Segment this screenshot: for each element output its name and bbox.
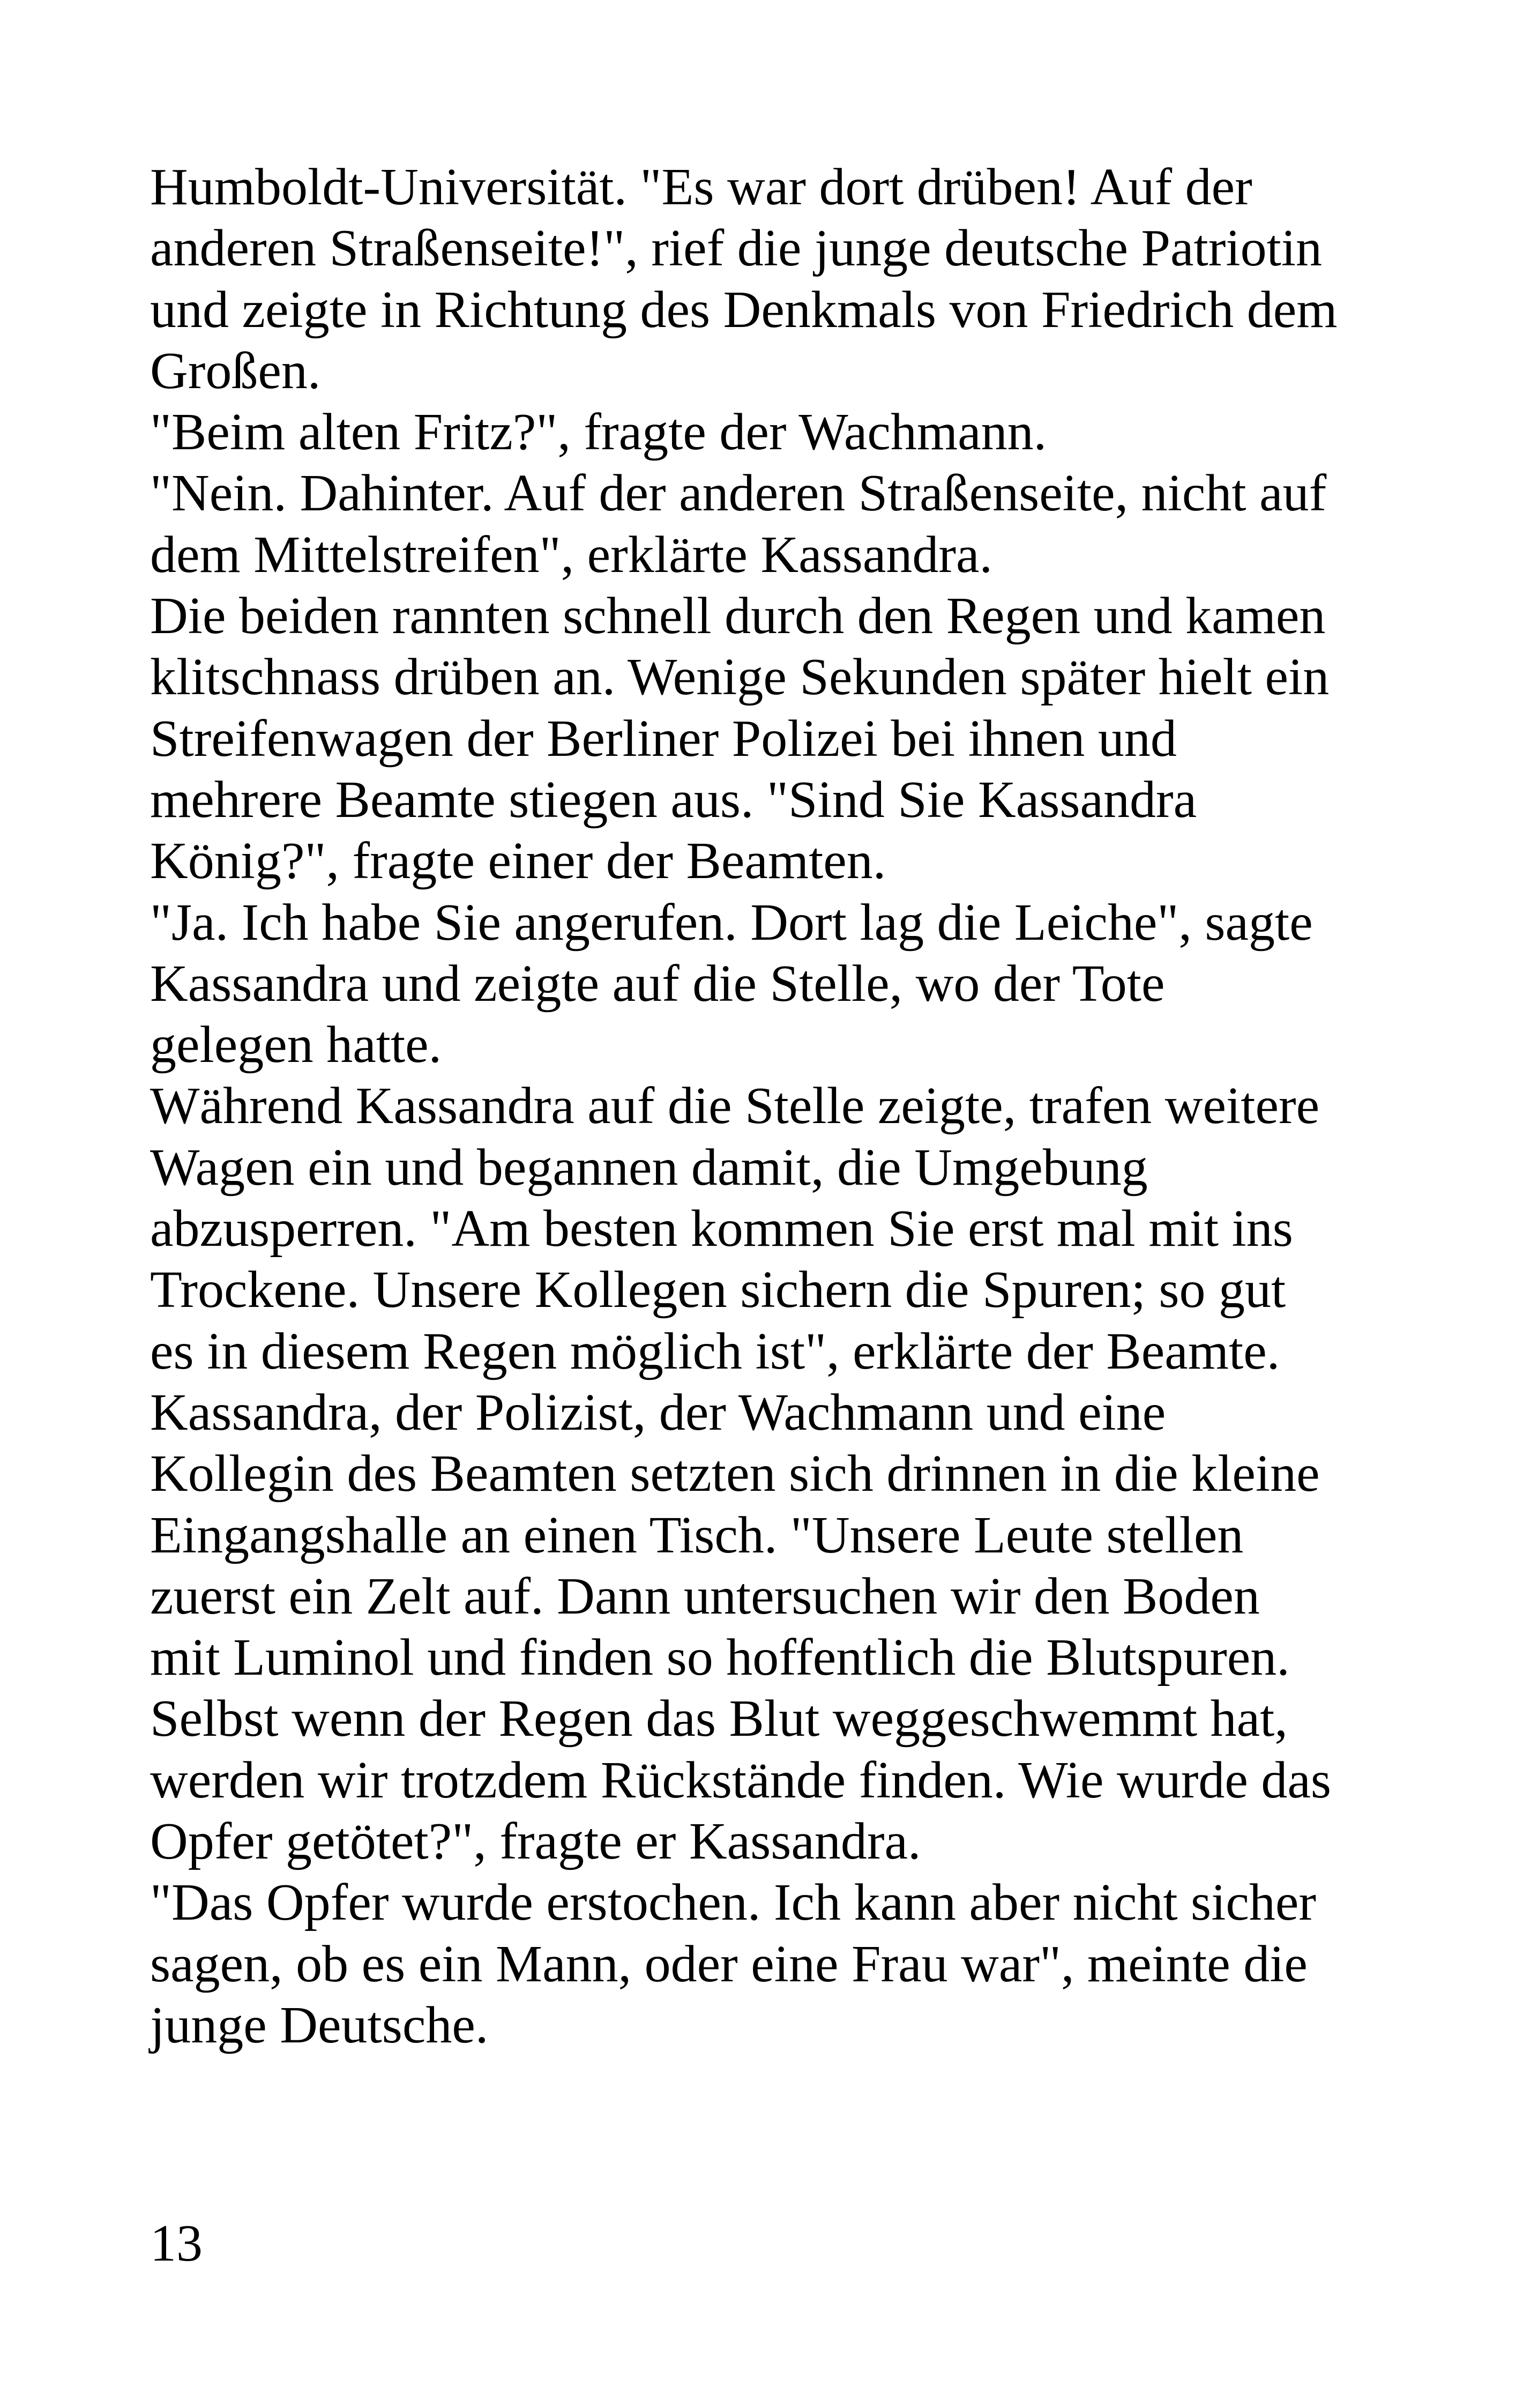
- text-line: zuerst ein Zelt auf. Dann untersuchen wir den Boden: [150, 1567, 1260, 1625]
- text-line: "Das Opfer wurde erstochen. Ich kann aber nicht sicher: [150, 1874, 1317, 1932]
- text-line: mehrere Beamte stiegen aus. "Sind Sie Kassandra: [150, 770, 1197, 829]
- text-line: klitschnass drüben an. Wenige Sekunden später hielt ein: [150, 648, 1330, 707]
- text-line: abzusperren. "Am besten kommen Sie erst mal mit ins: [150, 1200, 1293, 1258]
- text-line: Kollegin des Beamten setzten sich drinnen in die kleine: [150, 1445, 1320, 1503]
- text-line: "Beim alten Fritz?", fragte der Wachmann.: [150, 403, 1047, 462]
- text-line: Humboldt-Universität. "Es war dort drüben! Auf der: [150, 158, 1252, 216]
- text-line: Eingangshalle an einen Tisch. "Unsere Leute stellen: [150, 1506, 1244, 1564]
- text-line: Die beiden rannten schnell durch den Regen und kamen: [150, 587, 1326, 645]
- text-line: sagen, ob es ein Mann, oder eine Frau war", meinte die: [150, 1935, 1308, 1993]
- text-line: Wagen ein und begannen damit, die Umgebung: [150, 1138, 1148, 1196]
- text-line: es in diesem Regen möglich ist", erklärte der Beamte.: [150, 1322, 1280, 1380]
- text-line: König?", fragte einer der Beamten.: [150, 832, 886, 890]
- text-line: Trockene. Unsere Kollegen sichern die Spuren; so gut: [150, 1261, 1286, 1319]
- text-line: junge Deutsche.: [150, 1996, 489, 2054]
- text-line: und zeigte in Richtung des Denkmals von Friedrich dem: [150, 280, 1338, 339]
- text-line: werden wir trotzdem Rückstände finden. Wie wurde das: [150, 1751, 1331, 1809]
- text-line: Kassandra und zeigte auf die Stelle, wo der Tote: [150, 954, 1165, 1013]
- text-line: Streifenwagen der Berliner Polizei bei ihnen und: [150, 709, 1177, 768]
- text-line: "Nein. Dahinter. Auf der anderen Straßenseite, nicht auf: [150, 464, 1327, 523]
- text-line: Großen.: [150, 341, 321, 400]
- text-line: Opfer getötet?", fragte er Kassandra.: [150, 1812, 921, 1871]
- text-line: mit Luminol und finden so hoffentlich die Blutspuren.: [150, 1629, 1290, 1687]
- text-line: gelegen hatte.: [150, 1016, 442, 1074]
- text-line: "Ja. Ich habe Sie angerufen. Dort lag die Leiche", sagte: [150, 893, 1313, 952]
- text-line: Selbst wenn der Regen das Blut weggeschwemmt hat,: [150, 1690, 1288, 1748]
- page-number: 13: [150, 2214, 203, 2272]
- text-line: dem Mittelstreifen", erklärte Kassandra.: [150, 525, 993, 584]
- text-line: Kassandra, der Polizist, der Wachmann und eine: [150, 1383, 1166, 1441]
- text-line: anderen Straßenseite!", rief die junge deutsche Patriotin: [150, 219, 1323, 278]
- text-line: Während Kassandra auf die Stelle zeigte, trafen weitere: [150, 1077, 1320, 1135]
- body-text: [150, 157, 1393, 2056]
